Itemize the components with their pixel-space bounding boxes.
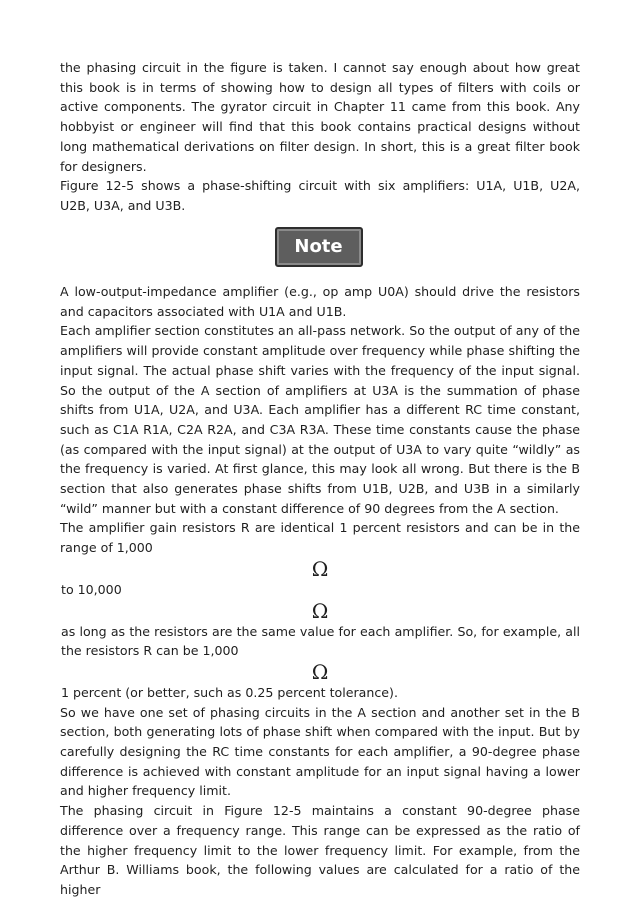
omega-symbol: Ω (311, 659, 329, 684)
figure-reference-paragraph: Figure 12-5 shows a phase-shifting circuit with six amplifiers: U1A, U1B, U2A, U2B, U3A, and U3B. (60, 178, 580, 213)
note-paragraph: A low-output-impedance amplifier (e.g., op amp U0A) should drive the resistors and capacitors associated with U1A and U1B. (60, 284, 580, 319)
tolerance-text: 1 percent (or better, such as 0.25 percent tolerance). (61, 684, 398, 700)
all-pass-paragraph: Each amplifier section constitutes an all-pass network. So the output of any of the amplifiers will provide constant amplitude over frequency while phase shifting the input signal. The actual phase shift varies with the frequency of the input signal. So the output of the A section of amplifiers at U3A is the summation of phase shifts from U1A, U2A, and U3A. Each amplifier has a different RC time constant, such as C1A R1A, C2A R2A, and C3A R3A. These time constants cause the phase (as compared with the input signal) at the output of U3A to vary quite “wildly” as the frequency is varied. At first glance, this may look all wrong. But there is the B section that also generates phase shifts from U1B, U2B, and U3B in a similarly “wild” manner but with a constant difference of 90 degrees from the A section. (60, 323, 580, 516)
omega-symbol: Ω (311, 556, 329, 581)
note-badge: Note (275, 227, 363, 267)
intro-section (60, 58, 580, 216)
omega-symbol: Ω (311, 598, 329, 623)
body-section (60, 282, 580, 900)
phasing-sets-paragraph: So we have one set of phasing circuits in the A section and another set in the B section, both generating lots of phase shift when compared with the input. But by carefully designing the RC time constants for each amplifier, a 90-degree phase difference is achieved with constant amplitude for an input signal having a lower and higher frequency limit. (60, 704, 580, 799)
note-callout (0, 227, 637, 267)
range-text: to 10,000 (61, 581, 122, 597)
intro-paragraph: the phasing circuit in the figure is taken. I cannot say enough about how great this book is in terms of showing how to design all types of filters with coils or active components. The gyrator circuit in Chapter 11 came from this book. Any hobbyist or engineer will find that this book contains practical designs without long mathematical derivations on filter design. In short, this is a great filter book for designers. (60, 60, 580, 174)
resistor-value-paragraph: as long as the resistors are the same value for each amplifier. So, for example, all the resistors R can be 1,000 (61, 623, 580, 659)
frequency-range-paragraph: The phasing circuit in Figure 12-5 maintains a constant 90-degree phase difference over a frequency range. This range can be expressed as the ratio of the higher frequency limit to the lower frequency limit. For example, from the Arthur B. Williams book, the following values are calculated for a ratio of the higher (60, 803, 580, 897)
gain-resistor-paragraph: The amplifier gain resistors R are identical 1 percent resistors and can be in the range of 1,000 (60, 520, 580, 556)
